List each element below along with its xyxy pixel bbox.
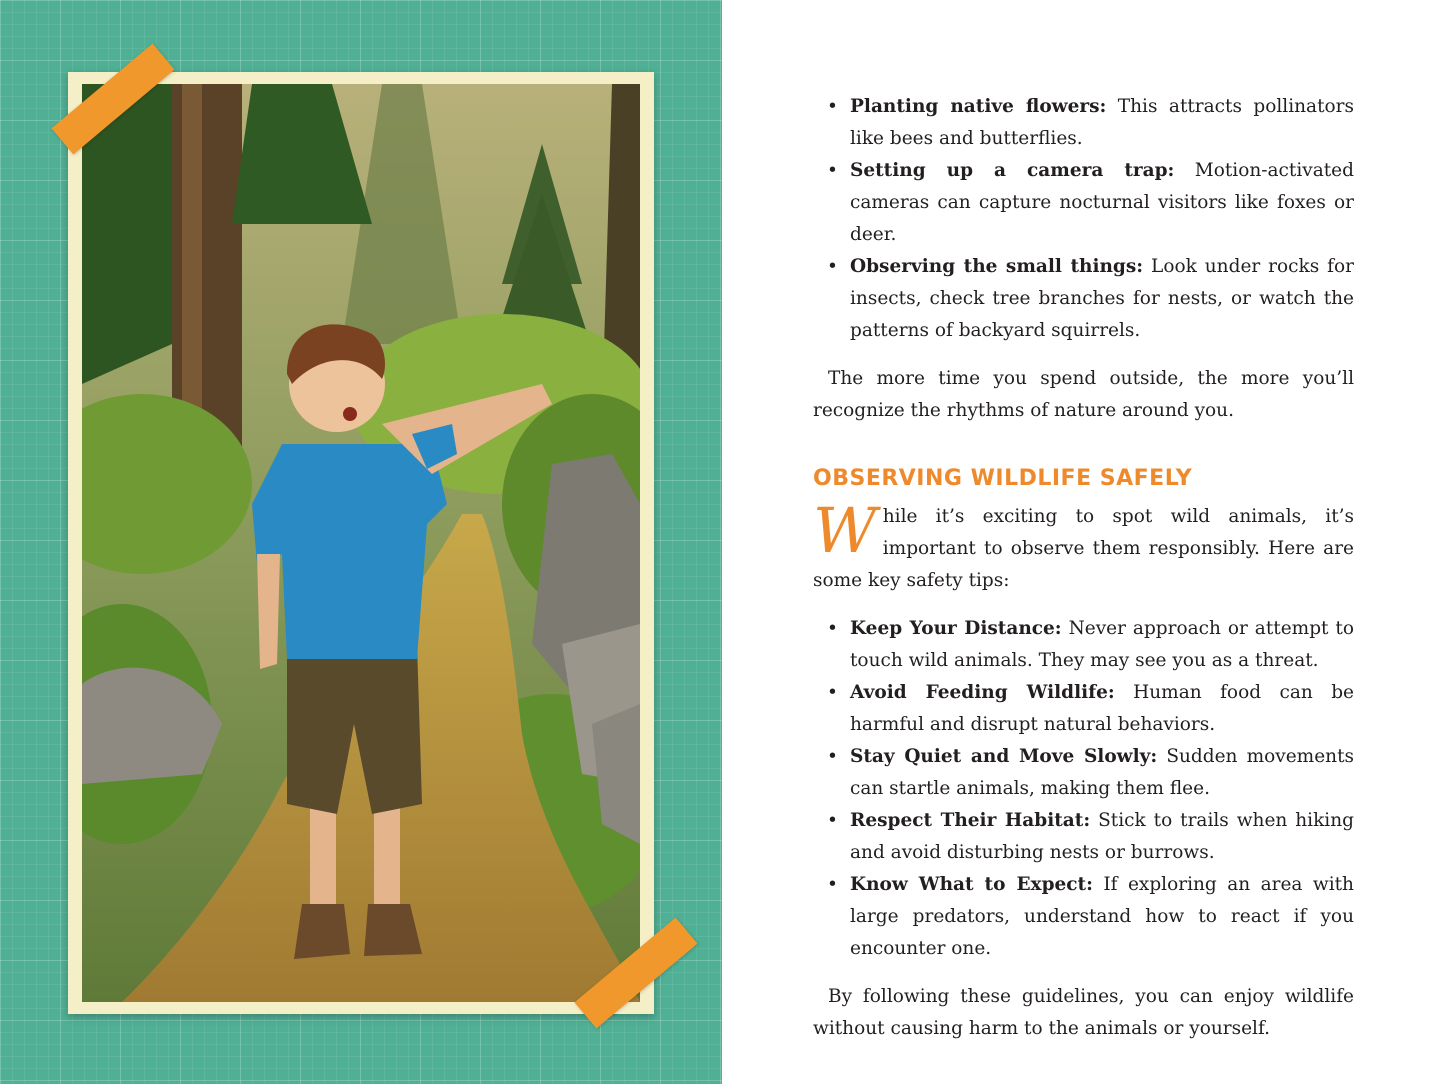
list-item	[813, 805, 1354, 869]
list-item-text: If exploring an area with large predators, understand how to react if you encounter one.	[850, 874, 1354, 959]
bullet-icon: •	[827, 810, 838, 831]
text-page	[722, 0, 1445, 1084]
list-item-term: Keep Your Distance:	[850, 618, 1062, 639]
bullet-icon: •	[827, 874, 838, 895]
activity-list	[813, 91, 1354, 347]
paragraph-more-time: The more time you spend outside, the more you’ll recognize the rhythms of nature around you.	[813, 368, 1354, 421]
list-item-term: Stay Quiet and Move Slowly:	[850, 746, 1158, 767]
intro-paragraph	[813, 494, 1354, 597]
list-item	[813, 251, 1354, 347]
list-item-term: Observing the small things:	[850, 256, 1144, 277]
bullet-icon: •	[827, 160, 838, 181]
section-heading: OBSERVING WILDLIFE SAFELY	[813, 466, 1193, 491]
list-item-text: Look under rocks for insects, check tree branches for nests, or watch the patterns of backyard squirrels.	[850, 256, 1354, 341]
list-item-term: Know What to Expect:	[850, 874, 1093, 895]
list-item	[813, 677, 1354, 741]
left-panel-grid-background	[0, 0, 722, 1084]
list-item-term: Respect Their Habitat:	[850, 810, 1091, 831]
list-item-term: Planting native flowers:	[850, 96, 1107, 117]
list-item-text: Human food can be harmful and disrupt natural behaviors.	[850, 682, 1354, 735]
bullet-icon: •	[827, 96, 838, 117]
bullet-icon: •	[827, 682, 838, 703]
list-item-text: Motion-activated cameras can capture nocturnal visitors like foxes or deer.	[850, 160, 1354, 245]
drop-cap: W	[813, 494, 877, 567]
list-item-text: Sudden movements can startle animals, making them flee.	[850, 746, 1354, 799]
list-item-term: Setting up a camera trap:	[850, 160, 1175, 181]
photo-frame	[68, 72, 654, 1014]
list-item	[813, 155, 1354, 251]
illustration-boy-pointing-on-forest-trail	[82, 84, 640, 1002]
text-column	[813, 91, 1354, 1045]
closing-paragraph: By following these guidelines, you can enjoy wildlife without causing harm to the animals or yourself.	[813, 986, 1354, 1039]
list-item	[813, 91, 1354, 155]
safety-tips-list	[813, 613, 1354, 965]
list-item	[813, 613, 1354, 677]
bullet-icon: •	[827, 618, 838, 639]
intro-text: hile it’s exciting to spot wild animals, it’s important to observe them responsibly. Here are some key safety tips:	[813, 506, 1354, 591]
list-item-text: This attracts pollinators like bees and butterflies.	[850, 96, 1354, 149]
list-item-term: Avoid Feeding Wildlife:	[850, 682, 1115, 703]
bullet-icon: •	[827, 256, 838, 277]
list-item-text: Stick to trails when hiking and avoid disturbing nests or burrows.	[850, 810, 1354, 863]
list-item	[813, 741, 1354, 805]
list-item-text: Never approach or attempt to touch wild animals. They may see you as a threat.	[850, 618, 1354, 671]
bullet-icon: •	[827, 746, 838, 767]
list-item	[813, 869, 1354, 965]
